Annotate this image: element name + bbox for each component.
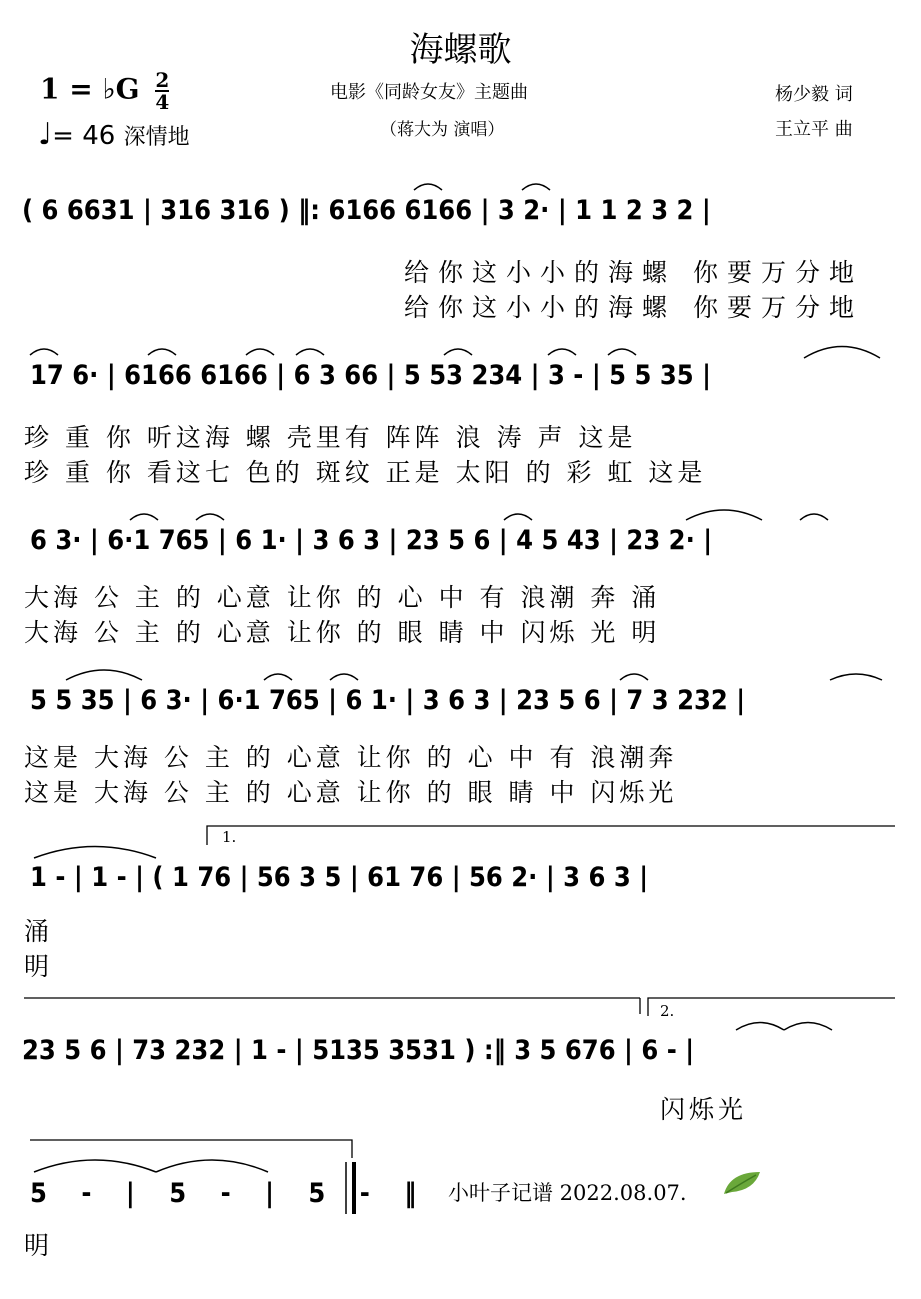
lyric-line-6: 闪烁光 [660,1095,748,1124]
slur [130,514,158,520]
lyric-line-2-verse-2: 珍 重 你 看这七 色的 斑纹 正是 太阳 的 彩 虹 这是 [24,458,707,487]
subtitle: 电影《同龄女友》主题曲 [330,82,528,103]
volta-2-label: 2. [660,1002,675,1020]
notation-line-2: 17 6· | 6166 6166 | 6 3 66 | 5 53 234 | 3 - | 5 5 35 | [30,360,711,391]
lyric-line-4-verse-1: 这是 大海 公 主 的 心意 让你 的 心 中 有 浪潮奔 [24,743,678,772]
slur [686,510,762,520]
slur [522,184,550,190]
slur [504,514,532,520]
tempo-value: = 46 [52,121,116,151]
slur [66,670,142,680]
notation-line-6: 23 5 6 | 73 232 | 1 - | 5135 3531 ) :‖ 3 5 676 | 6 - | [22,1035,695,1066]
tie [34,847,156,859]
lyric-line-1-verse-2: 给你这小小的海螺 你要万分地 [404,293,863,322]
lyric-line-4-verse-2: 这是 大海 公 主 的 心意 让你 的 眼 睛 中 闪烁光 [24,778,678,807]
slur [148,349,176,355]
composer: 王立平 曲 [775,119,853,140]
slur [830,674,882,680]
tie [156,1160,268,1172]
quarter-note-icon: ♩ [38,117,53,152]
slur [30,349,58,355]
slur [608,349,636,355]
slur [196,514,224,520]
lyric-line-7: 明 [24,1231,59,1260]
slur [620,674,648,680]
transcriber-credit: 小叶子记谱 2022.08.07. [448,1181,687,1205]
slur [784,1023,832,1031]
slur [264,674,292,680]
time-bottom: 4 [155,90,170,114]
leaf-icon [720,1168,764,1198]
volta-2-bracket [648,998,895,1016]
notation-line-7: 5 - | 5 - | 5 - ‖ [30,1178,417,1209]
volta-1-label: 1. [222,828,237,846]
slur [736,1023,784,1031]
slur [444,349,472,355]
singer: （蒋大为 演唱） [380,120,505,140]
volta-2-bracket-continued [30,1140,352,1158]
slur [800,514,828,520]
notation-line-5: 1 - | 1 - | ( 1 76 | 56 3 5 | 61 76 | 56 2· | 3 6 3 | [30,862,649,893]
notation-line-3: 6 3· | 6·1 765 | 6 1· | 3 6 3 | 23 5 6 | 4 5 43 | 23 2· | [30,525,713,556]
notation-line-1: ( 6 6631 | 316 316 ) ‖: 6166 6166 | 3 2· | 1 1 2 3 2 | [22,195,711,226]
lyric-line-1-verse-1: 给你这小小的海螺 你要万分地 [404,258,863,287]
slur [804,347,880,359]
lyric-line-3-verse-1: 大海 公 主 的 心意 让你 的 心 中 有 浪潮 奔 涌 [24,583,661,612]
song-title: 海螺歌 [409,30,512,70]
slur [548,349,576,355]
slur [414,184,442,190]
expression-marking: 深情地 [123,125,190,150]
lyricist: 杨少毅 词 [775,84,853,105]
tie [34,1160,156,1172]
lyric-line-2-verse-1: 珍 重 你 听这海 螺 壳里有 阵阵 浪 涛 声 这是 [24,423,637,452]
lyric-line-5-verse-2: 明 [24,952,59,981]
key-text: 1 = ♭G [40,72,140,106]
notation-line-4: 5 5 35 | 6 3· | 6·1 765 | 6 1· | 3 6 3 | 23 5 6 | 7 3 232 | [30,685,746,716]
lyric-line-3-verse-2: 大海 公 主 的 心意 让你 的 眼 睛 中 闪烁 光 明 [24,618,661,647]
slur [246,349,274,355]
time-top: 2 [155,68,170,92]
slur [330,674,358,680]
volta-1-bracket [207,826,895,845]
lyric-line-5-verse-1: 涌 [24,917,59,946]
slur [296,349,324,355]
